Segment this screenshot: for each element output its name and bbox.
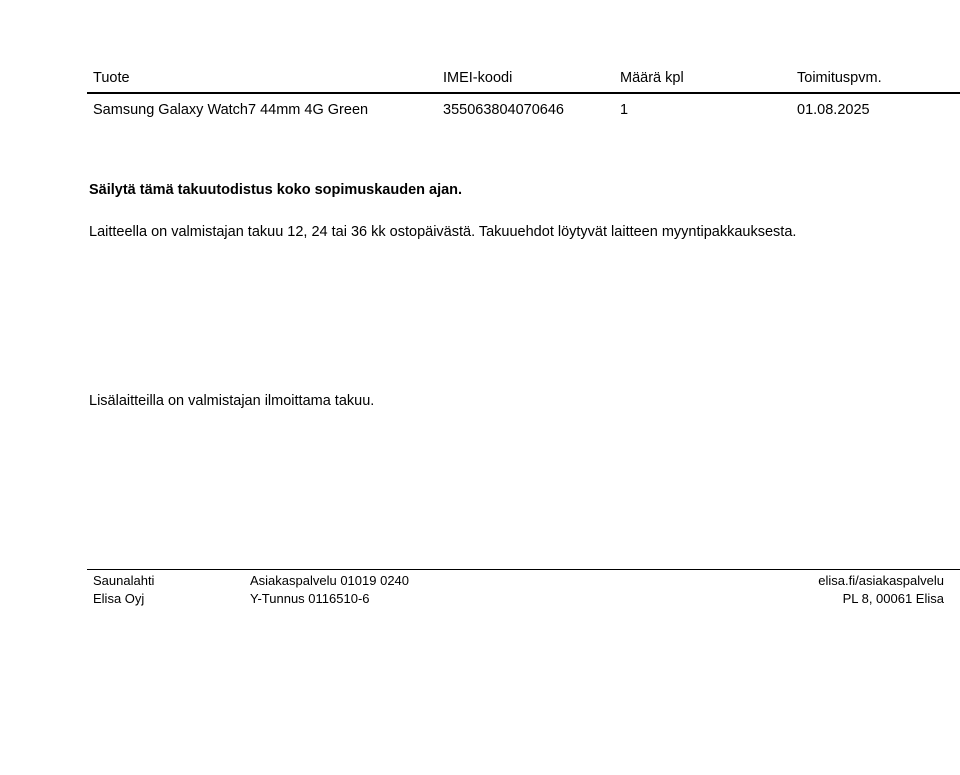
table-header [87,66,960,94]
footer-web-link[interactable]: elisa.fi/asiakaspalvelu [818,573,944,588]
product-table [87,66,960,124]
product-name: Samsung Galaxy Watch7 44mm 4G Green [93,102,369,118]
column-header-delivery-date: Toimituspvm. [797,70,882,86]
footer-service-phone: Asiakaspalvelu 01019 0240 [250,573,410,588]
footer-business-id: Y-Tunnus 0116510-6 [250,591,370,606]
column-header-product: Tuote [93,70,130,86]
footer-company-block [93,572,154,608]
page-footer [87,569,960,606]
delivery-date: 01.08.2025 [797,102,870,118]
footer-brand: Saunalahti [93,573,155,588]
keep-certificate-notice: Säilytä tämä takuutodistus koko sopimuskauden ajan. [89,182,463,198]
imei-code: 355063804070646 [443,102,564,118]
quantity: 1 [620,102,629,118]
footer-contact-block [250,572,409,608]
footer-company: Elisa Oyj [93,591,145,606]
table-row [87,98,960,124]
footer-address-block [818,572,944,608]
warranty-text: Laitteella on valmistajan takuu 12, 24 tai 36 kk ostopäivästä. Takuuehdot löytyvät laitteen myyntipakkauksesta. [89,224,797,240]
column-header-quantity: Määrä kpl [620,70,684,86]
footer-address: PL 8, 00061 Elisa [842,591,944,606]
column-header-imei: IMEI-koodi [443,70,513,86]
accessory-warranty-text: Lisälaitteilla on valmistajan ilmoittama takuu. [89,393,375,409]
